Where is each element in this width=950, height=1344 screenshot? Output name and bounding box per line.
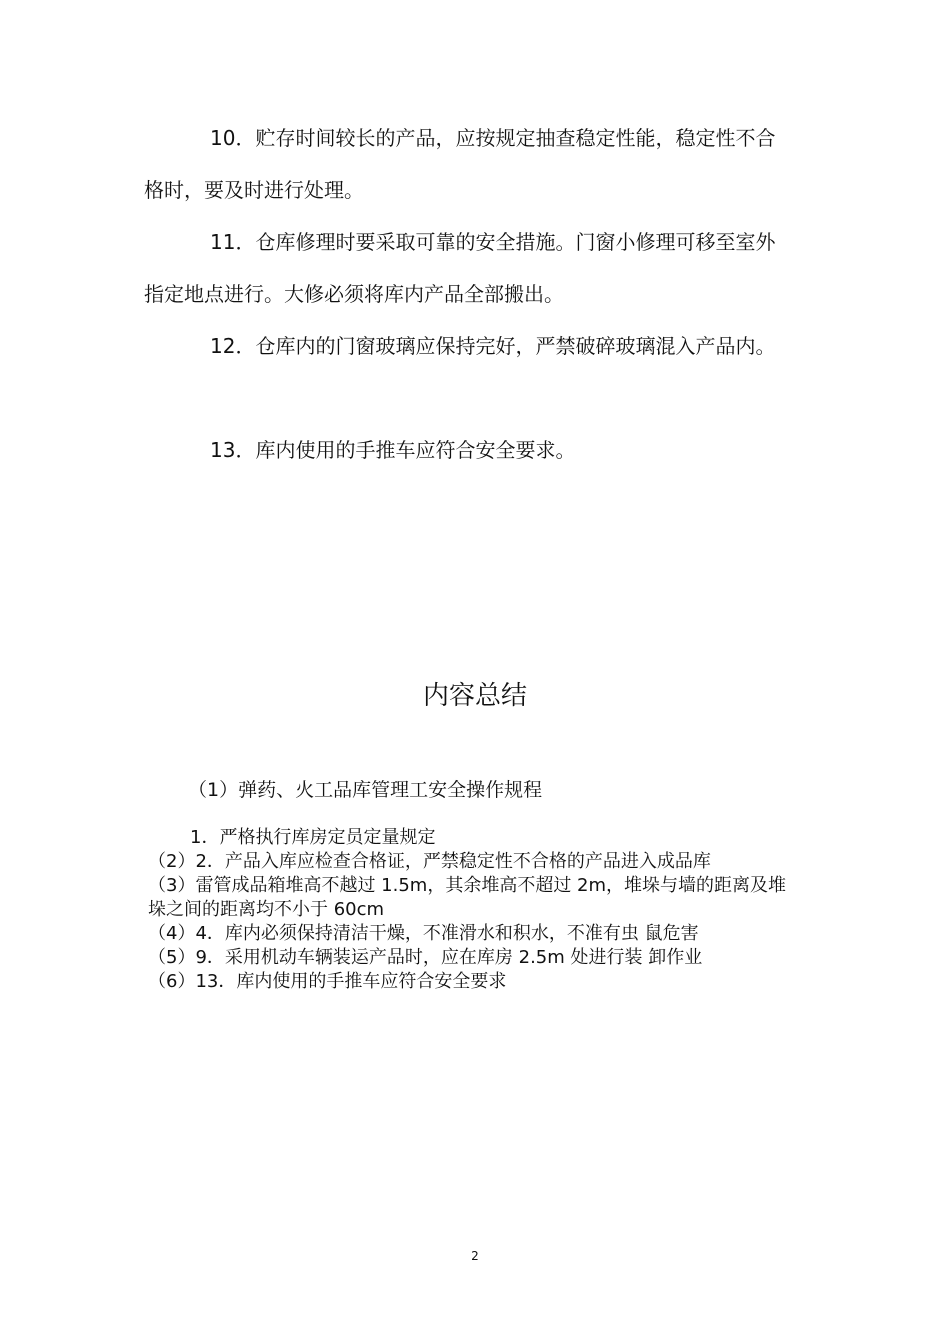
paragraph-12: 12．仓库内的门窗玻璃应保持完好，严禁破碎玻璃混入产品内。 <box>210 334 776 358</box>
summary-item: 1．严格执行库房定员定量规定 <box>190 827 436 848</box>
summary-item: （5）9．采用机动车辆装运产品时，应在库房 2.5m 处进行装 卸作业 <box>148 947 703 968</box>
summary-subtitle: （1）弹药、火工品库管理工安全操作规程 <box>188 779 543 801</box>
page-number: 2 <box>471 1249 479 1263</box>
paragraph-10: 10．贮存时间较长的产品，应按规定抽查稳定性能，稳定性不合格时，要及时进行处理。 <box>144 126 776 202</box>
summary-item: （4）4．库内必须保持清洁干燥，不准滑水和积水，不准有虫 鼠危害 <box>148 923 699 944</box>
summary-title: 内容总结 <box>422 681 527 711</box>
summary-item: （3）雷管成品箱堆高不越过 1.5m，其余堆高不超过 2m，堆垛与墙的距离及堆垛之间的距离均不小于 60cm <box>148 875 787 920</box>
paragraph-11: 11．仓库修理时要采取可靠的安全措施。门窗小修理可移至室外指定地点进行。大修必须将库内产品全部搬出。 <box>144 230 776 306</box>
summary-item: （2）2．产品入库应检查合格证，严禁稳定性不合格的产品进入成品库 <box>148 851 711 872</box>
paragraph-13: 13．库内使用的手推车应符合安全要求。 <box>210 438 576 462</box>
summary-list <box>148 826 798 994</box>
summary-item: （6）13．库内使用的手推车应符合安全要求 <box>148 971 507 992</box>
